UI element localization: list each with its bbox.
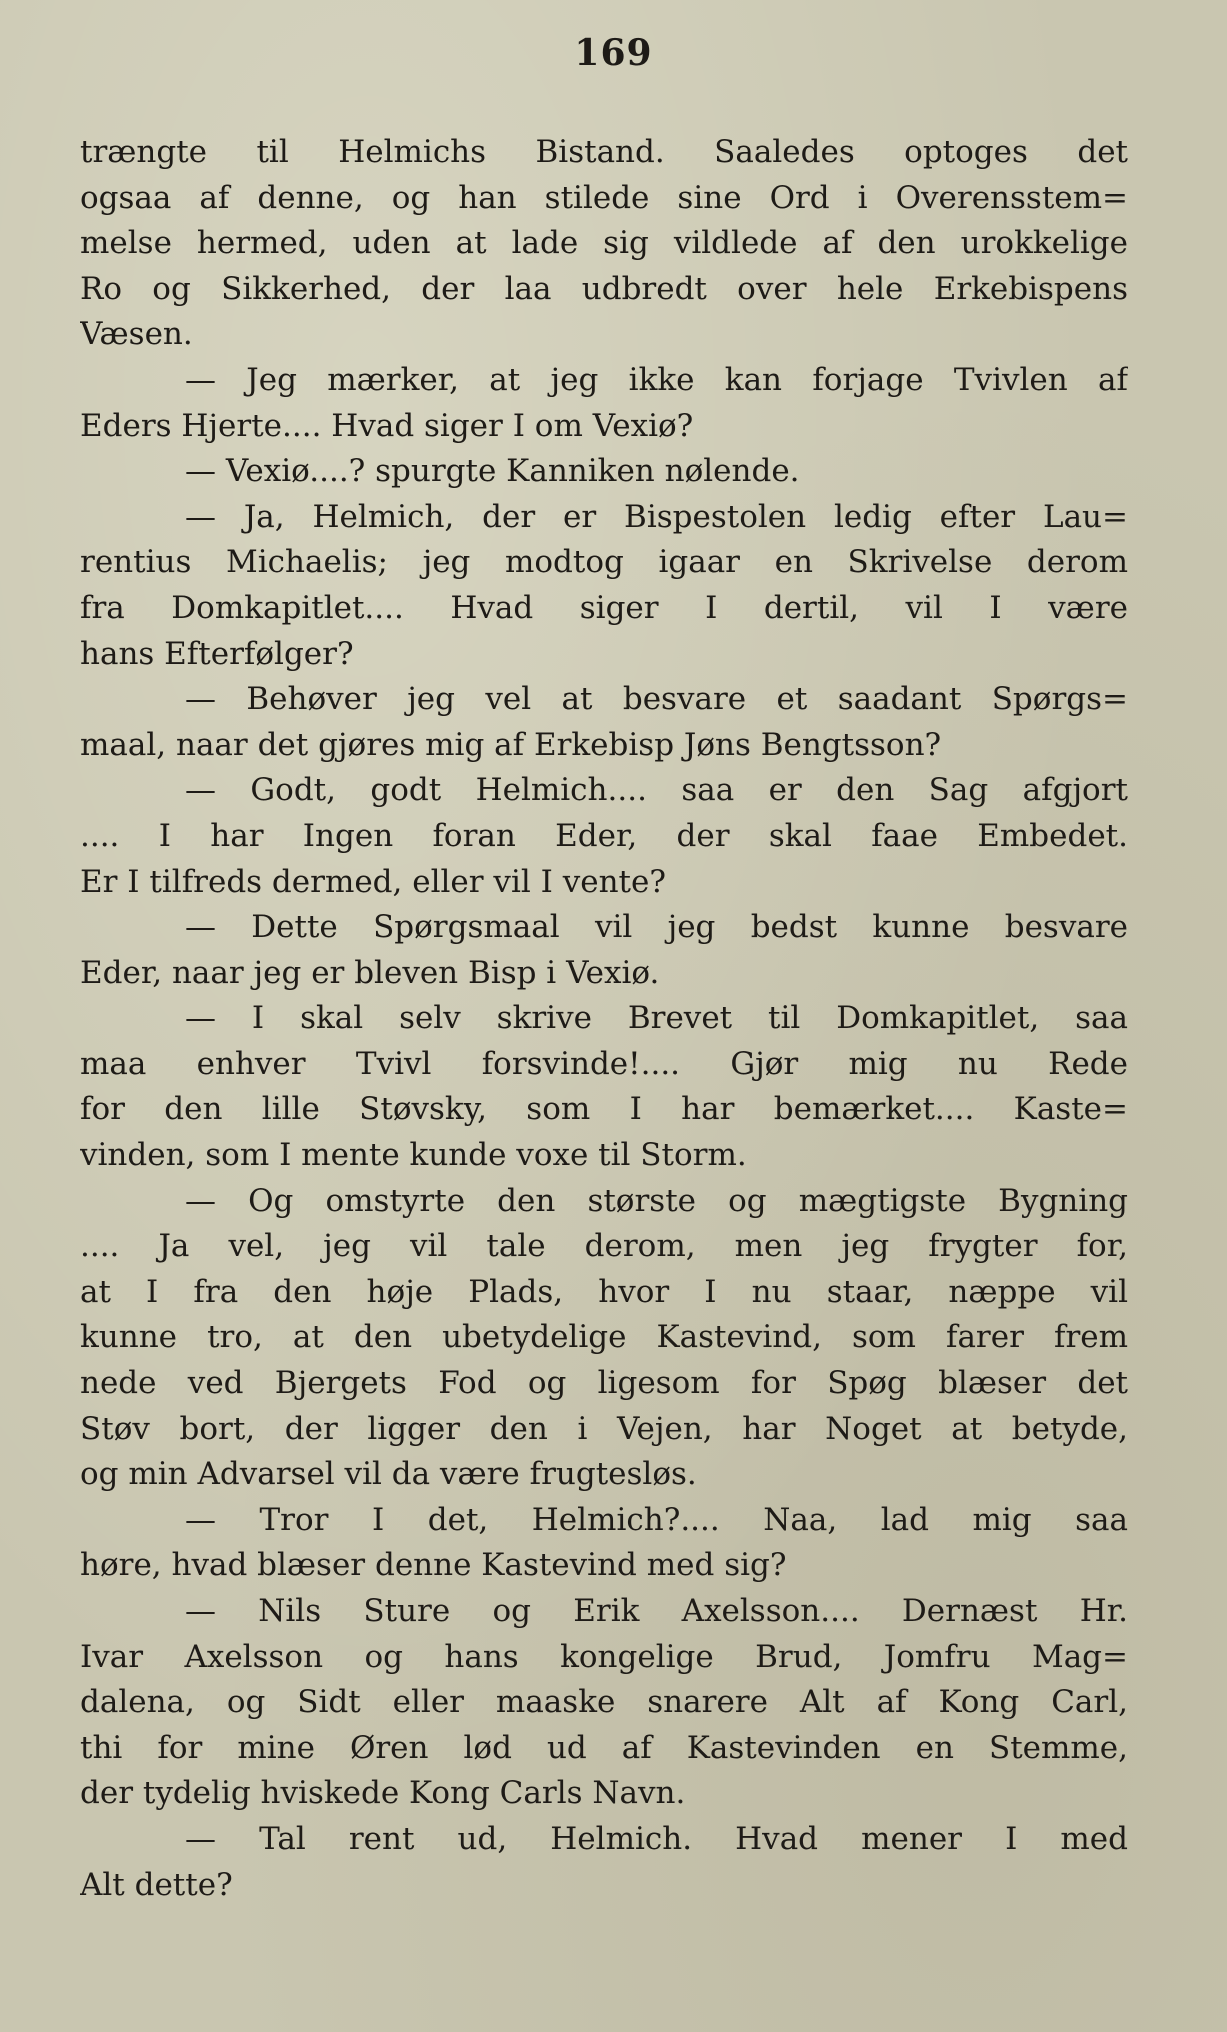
text-line: Væsen. [80,316,193,353]
text-line: at I fra den høje Plads, hvor I nu staar, næppe vil [80,1273,1128,1310]
text-line: — Nils Sture og Erik Axelsson.... Dernæst Hr. [185,1593,1128,1629]
text-line: — Godt, godt Helmich.... saa er den Sag afgjort [185,772,1128,809]
text-line: maal, naar det gjøres mig af Erkebisp Jøns Bengtsson? [80,726,942,763]
text-line: høre, hvad blæser denne Kastevind med sig? [80,1547,787,1584]
text-line: melse hermed, uden at lade sig vildlede af den urokkelige [80,225,1128,262]
page-number: 169 [574,32,653,74]
text-line: Støv bort, der ligger den i Vejen, har Noget at betyde, [80,1410,1128,1447]
text-line: — Ja, Helmich, der er Bispestolen ledig efter Lau= [185,498,1128,535]
text-line: — Jeg mærker, at jeg ikke kan forjage Tvivlen af [185,361,1128,398]
text-line: Er I tilfreds dermed, eller vil I vente? [80,863,666,900]
text-line: dalena, og Sidt eller maaske snarere Alt af Kong Carl, [80,1684,1128,1721]
text-line: Eders Hjerte.... Hvad siger I om Vexiø? [80,407,694,444]
text-line: der tydelig hviskede Kong Carls Navn. [80,1775,686,1812]
text-line: vinden, som I mente kunde voxe til Storm. [80,1137,747,1174]
text-line: Alt dette? [80,1866,233,1903]
text-line: — Tror I det, Helmich?.... Naa, lad mig saa [185,1501,1128,1538]
text-line: — Dette Spørgsmaal vil jeg bedst kunne besvare [185,909,1128,946]
text-line: Eder, naar jeg er bleven Bisp i Vexiø. [80,954,660,991]
text-line: maa enhver Tvivl forsvinde!.... Gjør mig nu Rede [80,1045,1128,1082]
text-line: rentius Michaelis; jeg modtog igaar en Skrivelse derom [80,544,1128,581]
text-line: Ivar Axelsson og hans kongelige Brud, Jomfru Mag= [80,1638,1128,1675]
text-line: — Og omstyrte den største og mægtigste Bygning [185,1182,1128,1219]
text-line: fra Domkapitlet.... Hvad siger I dertil, vil I være [80,589,1128,626]
text-line: hans Efterfølger? [80,635,354,672]
text-line: trængte til Helmichs Bistand. Saaledes optoges det [80,134,1128,170]
text-line: for den lille Støvsky, som I har bemærket.... Kaste= [80,1091,1128,1128]
text-line: Ro og Sikkerhed, der laa udbredt over hele Erkebispens [80,270,1128,307]
text-line: ogsaa af denne, og han stilede sine Ord i Overensstem= [80,179,1128,216]
text-line: .... Ja vel, jeg vil tale derom, men jeg frygter for, [80,1228,1128,1265]
text-line: thi for mine Øren lød ud af Kastevinden en Stemme, [80,1729,1128,1766]
text-line: — Vexiø....? spurgte Kanniken nølende. [185,453,800,490]
text-line: kunne tro, at den ubetydelige Kastevind, som farer frem [80,1319,1128,1356]
text-line: .... I har Ingen foran Eder, der skal faae Embedet. [80,817,1128,854]
text-line: — Tal rent ud, Helmich. Hvad mener I med [185,1820,1128,1857]
text-line: nede ved Bjergets Fod og ligesom for Spøg blæser det [80,1365,1128,1402]
text-line: — I skal selv skrive Brevet til Domkapitlet, saa [185,1000,1128,1037]
text-line: og min Advarsel vil da være frugtesløs. [80,1456,697,1493]
text-line: — Behøver jeg vel at besvare et saadant Spørgs= [185,681,1128,718]
body-text [80,130,1128,1908]
